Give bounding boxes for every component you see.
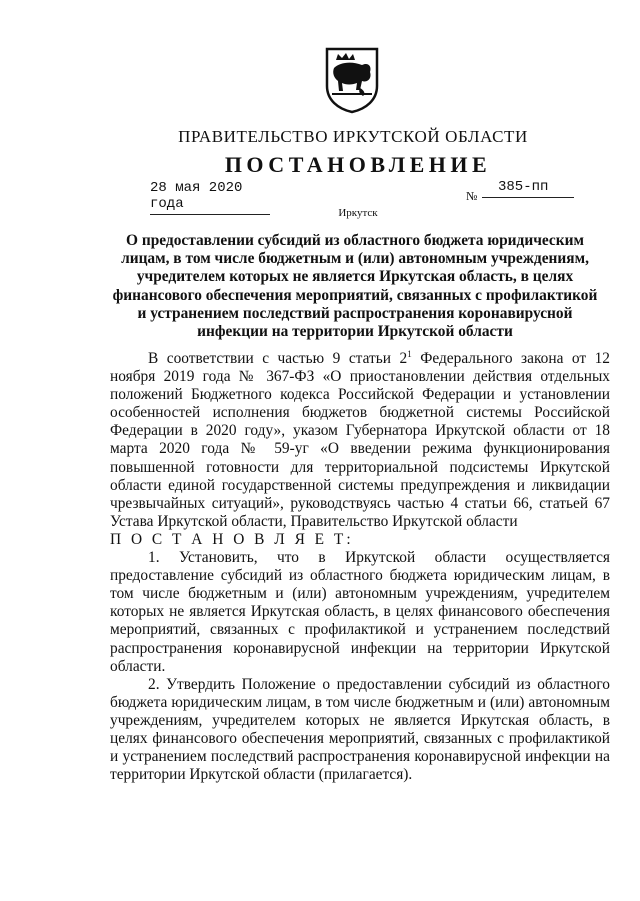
document-body bbox=[110, 350, 610, 784]
document-subject: О предоставлении субсидий из областного бюджета юридическим лицам, в том числе бюджетным и (или) автономным учреждениям, учредителем которых не является Иркутская область, в целях финансового обеспечения мероприятий, связанных с профилактикой и устранением последствий распространения коронавирусной инфекции на территории Иркутской области bbox=[112, 232, 598, 341]
irkutsk-coat-of-arms-icon bbox=[322, 46, 382, 114]
preamble-text-1: В соответствии с частью 9 статьи 2 bbox=[148, 350, 408, 367]
government-title: ПРАВИТЕЛЬСТВО ИРКУТСКОЙ ОБЛАСТИ bbox=[178, 127, 528, 146]
city: Иркутск bbox=[338, 207, 378, 219]
resolves-heading: П О С Т А Н О В Л Я Е Т: bbox=[110, 530, 354, 548]
preamble-superscript: 1 bbox=[407, 348, 412, 359]
preamble-text-2: Федерального закона от 12 ноября 2019 года № 367-ФЗ «О приостановлении действия отдельных положений Бюджетного кодекса Российской Федерации и установлении особенностей исполнения бюджетов бюджетной системы Российской Федерации в 2020 году», указом Губернатора Иркутской области от 18 марта 2020 года № 59-уг «О введении режима функционирования повышенной готовности для территориальной подсистемы Иркутской области единой государственной системы предупреждения и ликвидации чрезвычайных ситуаций», руководствуясь частью 4 статьи 66, статьей 67 Устава Иркутской области, Правительство Иркутской области bbox=[110, 350, 611, 530]
document-type: ПОСТАНОВЛЕНИЕ bbox=[224, 152, 492, 177]
item-2-paragraph: 2. Утвердить Положение о предоставлении субсидий из областного бюджета юридическим лицам, в том числе бюджетным и (или) автономным учреждениям, учредителем которых не является Иркутская область, в целях финансового обеспечения мероприятий, связанных с профилактикой и устранением последствий распространения коронавирусной инфекции на территории Иркутской области (прилагается). bbox=[110, 675, 610, 784]
document-number: 385-пп bbox=[482, 179, 574, 198]
preamble-paragraph bbox=[110, 350, 610, 531]
number-sign: № bbox=[466, 189, 478, 203]
document-date: 28 мая 2020 года bbox=[150, 180, 270, 215]
item-1-paragraph: 1. Установить, что в Иркутской области осуществляется предоставление субсидий из областного бюджета юридическим лицам, в том числе бюджетным и (или) автономным учреждениям, учредителем которых не является Иркутская область, в целях финансового обеспечения мероприятий, связанных с профилактикой и устранением последствий распространения коронавирусной инфекции на территории Иркутской области. bbox=[110, 549, 610, 675]
